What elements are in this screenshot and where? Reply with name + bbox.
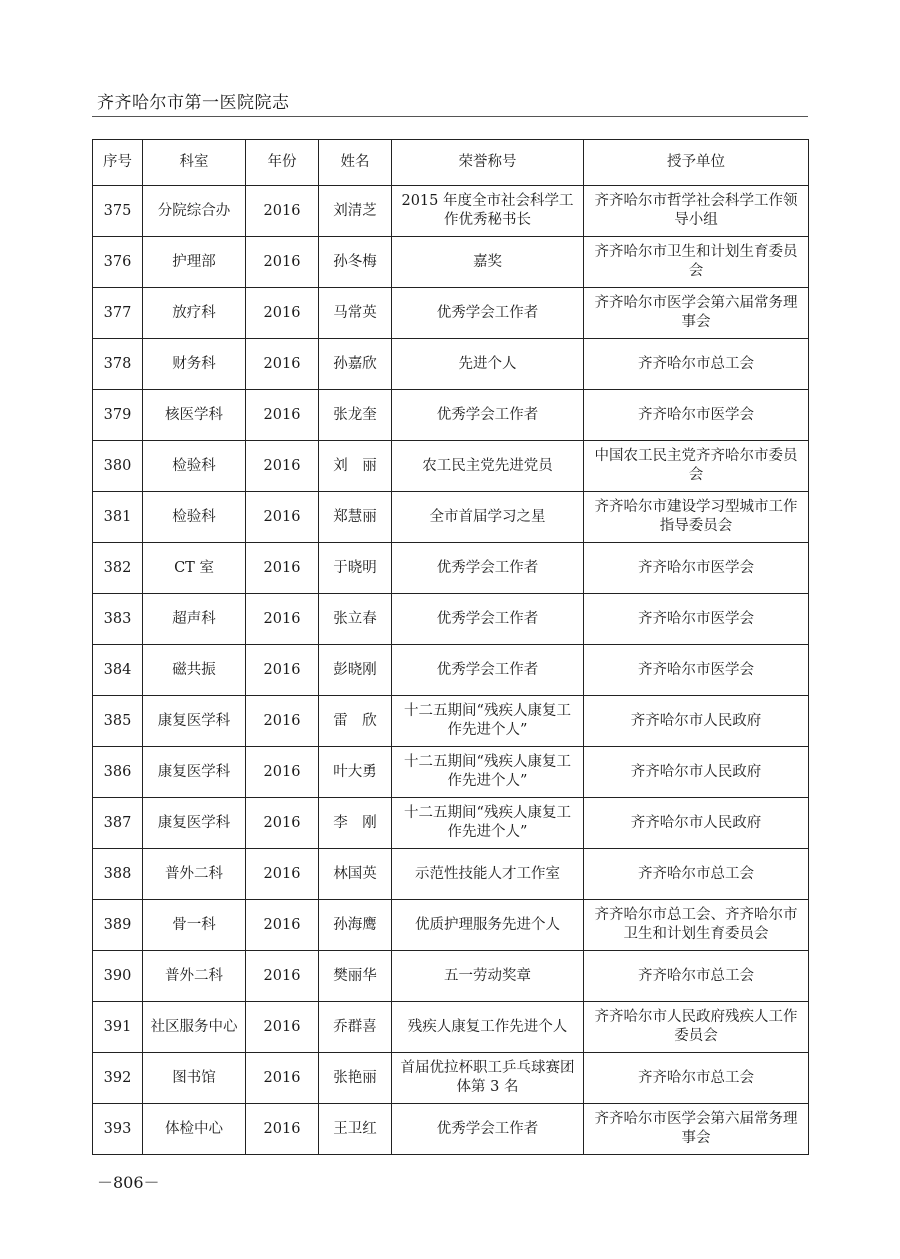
cell-org: 齐齐哈尔市医学会 xyxy=(584,390,809,441)
cell-no: 380 xyxy=(93,441,143,492)
cell-name: 孙海鹰 xyxy=(319,900,392,951)
cell-name: 李 刚 xyxy=(319,798,392,849)
cell-name: 刘清芝 xyxy=(319,186,392,237)
cell-year: 2016 xyxy=(246,1104,319,1155)
book-title: 齐齐哈尔市第一医院院志 xyxy=(97,93,290,113)
cell-org: 齐齐哈尔市人民政府 xyxy=(584,798,809,849)
cell-name: 张艳丽 xyxy=(319,1053,392,1104)
cell-org: 齐齐哈尔市人民政府 xyxy=(584,696,809,747)
cell-year: 2016 xyxy=(246,747,319,798)
cell-dept: 图书馆 xyxy=(143,1053,246,1104)
table-row xyxy=(93,900,809,951)
cell-name: 张立春 xyxy=(319,594,392,645)
table-row xyxy=(93,747,809,798)
cell-no: 391 xyxy=(93,1002,143,1053)
cell-title: 首届优拉杯职工乒乓球赛团体第 3 名 xyxy=(392,1053,584,1104)
cell-year: 2016 xyxy=(246,951,319,1002)
cell-no: 382 xyxy=(93,543,143,594)
cell-name: 雷 欣 xyxy=(319,696,392,747)
cell-dept: 体检中心 xyxy=(143,1104,246,1155)
cell-name: 郑慧丽 xyxy=(319,492,392,543)
table-row xyxy=(93,339,809,390)
cell-year: 2016 xyxy=(246,645,319,696)
cell-org: 齐齐哈尔市医学会 xyxy=(584,543,809,594)
table-row xyxy=(93,849,809,900)
cell-title: 示范性技能人才工作室 xyxy=(392,849,584,900)
cell-name: 林国英 xyxy=(319,849,392,900)
cell-dept: 普外二科 xyxy=(143,849,246,900)
cell-title: 十二五期间“残疾人康复工作先进个人” xyxy=(392,747,584,798)
cell-org: 齐齐哈尔市总工会 xyxy=(584,339,809,390)
cell-no: 377 xyxy=(93,288,143,339)
cell-name: 张龙奎 xyxy=(319,390,392,441)
cell-no: 381 xyxy=(93,492,143,543)
cell-no: 392 xyxy=(93,1053,143,1104)
cell-title: 优秀学会工作者 xyxy=(392,645,584,696)
cell-org: 齐齐哈尔市总工会 xyxy=(584,1053,809,1104)
cell-title: 全市首届学习之星 xyxy=(392,492,584,543)
cell-org: 齐齐哈尔市人民政府残疾人工作委员会 xyxy=(584,1002,809,1053)
cell-year: 2016 xyxy=(246,543,319,594)
cell-no: 375 xyxy=(93,186,143,237)
cell-year: 2016 xyxy=(246,1002,319,1053)
cell-dept: 护理部 xyxy=(143,237,246,288)
cell-no: 390 xyxy=(93,951,143,1002)
table-header-row xyxy=(93,140,809,186)
cell-year: 2016 xyxy=(246,1053,319,1104)
cell-year: 2016 xyxy=(246,390,319,441)
page-number: －806－ xyxy=(97,1173,160,1192)
cell-year: 2016 xyxy=(246,696,319,747)
cell-dept: 康复医学科 xyxy=(143,747,246,798)
cell-dept: 核医学科 xyxy=(143,390,246,441)
cell-title: 优秀学会工作者 xyxy=(392,1104,584,1155)
cell-org: 中国农工民主党齐齐哈尔市委员会 xyxy=(584,441,809,492)
cell-dept: 分院综合办 xyxy=(143,186,246,237)
cell-dept: 康复医学科 xyxy=(143,696,246,747)
cell-no: 384 xyxy=(93,645,143,696)
cell-name: 乔群喜 xyxy=(319,1002,392,1053)
cell-dept: 磁共振 xyxy=(143,645,246,696)
cell-dept: 普外二科 xyxy=(143,951,246,1002)
table-row xyxy=(93,696,809,747)
cell-title: 十二五期间“残疾人康复工作先进个人” xyxy=(392,798,584,849)
cell-org: 齐齐哈尔市总工会、齐齐哈尔市卫生和计划生育委员会 xyxy=(584,900,809,951)
cell-dept: 骨一科 xyxy=(143,900,246,951)
cell-no: 378 xyxy=(93,339,143,390)
cell-name: 刘 丽 xyxy=(319,441,392,492)
cell-title: 残疾人康复工作先进个人 xyxy=(392,1002,584,1053)
cell-name: 孙嘉欣 xyxy=(319,339,392,390)
cell-title: 优秀学会工作者 xyxy=(392,288,584,339)
cell-dept: 检验科 xyxy=(143,441,246,492)
cell-title: 优秀学会工作者 xyxy=(392,543,584,594)
table-row xyxy=(93,951,809,1002)
table-row xyxy=(93,237,809,288)
cell-org: 齐齐哈尔市建设学习型城市工作指导委员会 xyxy=(584,492,809,543)
cell-year: 2016 xyxy=(246,441,319,492)
cell-org: 齐齐哈尔市卫生和计划生育委员会 xyxy=(584,237,809,288)
cell-name: 马常英 xyxy=(319,288,392,339)
table-row xyxy=(93,441,809,492)
cell-title: 优秀学会工作者 xyxy=(392,594,584,645)
cell-title: 五一劳动奖章 xyxy=(392,951,584,1002)
col-header-no: 序号 xyxy=(93,140,143,186)
cell-no: 393 xyxy=(93,1104,143,1155)
cell-org: 齐齐哈尔市哲学社会科学工作领导小组 xyxy=(584,186,809,237)
cell-no: 379 xyxy=(93,390,143,441)
table-row xyxy=(93,1002,809,1053)
cell-no: 385 xyxy=(93,696,143,747)
cell-title: 十二五期间“残疾人康复工作先进个人” xyxy=(392,696,584,747)
cell-org: 齐齐哈尔市医学会 xyxy=(584,594,809,645)
cell-name: 孙冬梅 xyxy=(319,237,392,288)
cell-year: 2016 xyxy=(246,237,319,288)
cell-name: 于晓明 xyxy=(319,543,392,594)
cell-org: 齐齐哈尔市医学会 xyxy=(584,645,809,696)
cell-dept: 财务科 xyxy=(143,339,246,390)
cell-dept: 放疗科 xyxy=(143,288,246,339)
cell-org: 齐齐哈尔市总工会 xyxy=(584,849,809,900)
table-row xyxy=(93,186,809,237)
table-row xyxy=(93,594,809,645)
cell-no: 388 xyxy=(93,849,143,900)
cell-year: 2016 xyxy=(246,900,319,951)
cell-org: 齐齐哈尔市医学会第六届常务理事会 xyxy=(584,288,809,339)
honors-table xyxy=(92,139,809,1155)
header-divider xyxy=(92,116,808,117)
cell-title: 农工民主党先进党员 xyxy=(392,441,584,492)
cell-name: 樊丽华 xyxy=(319,951,392,1002)
table-row xyxy=(93,645,809,696)
cell-dept: 社区服务中心 xyxy=(143,1002,246,1053)
table-row xyxy=(93,288,809,339)
cell-org: 齐齐哈尔市人民政府 xyxy=(584,747,809,798)
col-header-org: 授予单位 xyxy=(584,140,809,186)
cell-dept: 超声科 xyxy=(143,594,246,645)
cell-org: 齐齐哈尔市医学会第六届常务理事会 xyxy=(584,1104,809,1155)
cell-no: 383 xyxy=(93,594,143,645)
cell-dept: 检验科 xyxy=(143,492,246,543)
table-row xyxy=(93,543,809,594)
table-row xyxy=(93,798,809,849)
table-row xyxy=(93,1104,809,1155)
col-header-name: 姓名 xyxy=(319,140,392,186)
cell-title: 先进个人 xyxy=(392,339,584,390)
table-body xyxy=(93,186,809,1155)
cell-year: 2016 xyxy=(246,594,319,645)
cell-year: 2016 xyxy=(246,492,319,543)
table-row xyxy=(93,390,809,441)
cell-dept: 康复医学科 xyxy=(143,798,246,849)
cell-title: 2015 年度全市社会科学工作优秀秘书长 xyxy=(392,186,584,237)
cell-title: 优质护理服务先进个人 xyxy=(392,900,584,951)
cell-year: 2016 xyxy=(246,798,319,849)
cell-name: 叶大勇 xyxy=(319,747,392,798)
cell-no: 387 xyxy=(93,798,143,849)
cell-year: 2016 xyxy=(246,339,319,390)
cell-year: 2016 xyxy=(246,186,319,237)
cell-year: 2016 xyxy=(246,849,319,900)
col-header-year: 年份 xyxy=(246,140,319,186)
cell-no: 376 xyxy=(93,237,143,288)
cell-no: 389 xyxy=(93,900,143,951)
cell-name: 彭晓刚 xyxy=(319,645,392,696)
cell-org: 齐齐哈尔市总工会 xyxy=(584,951,809,1002)
cell-year: 2016 xyxy=(246,288,319,339)
table-row xyxy=(93,492,809,543)
cell-title: 优秀学会工作者 xyxy=(392,390,584,441)
col-header-dept: 科室 xyxy=(143,140,246,186)
cell-title: 嘉奖 xyxy=(392,237,584,288)
table-row xyxy=(93,1053,809,1104)
cell-no: 386 xyxy=(93,747,143,798)
cell-name: 王卫红 xyxy=(319,1104,392,1155)
cell-dept: CT 室 xyxy=(143,543,246,594)
col-header-title: 荣誉称号 xyxy=(392,140,584,186)
